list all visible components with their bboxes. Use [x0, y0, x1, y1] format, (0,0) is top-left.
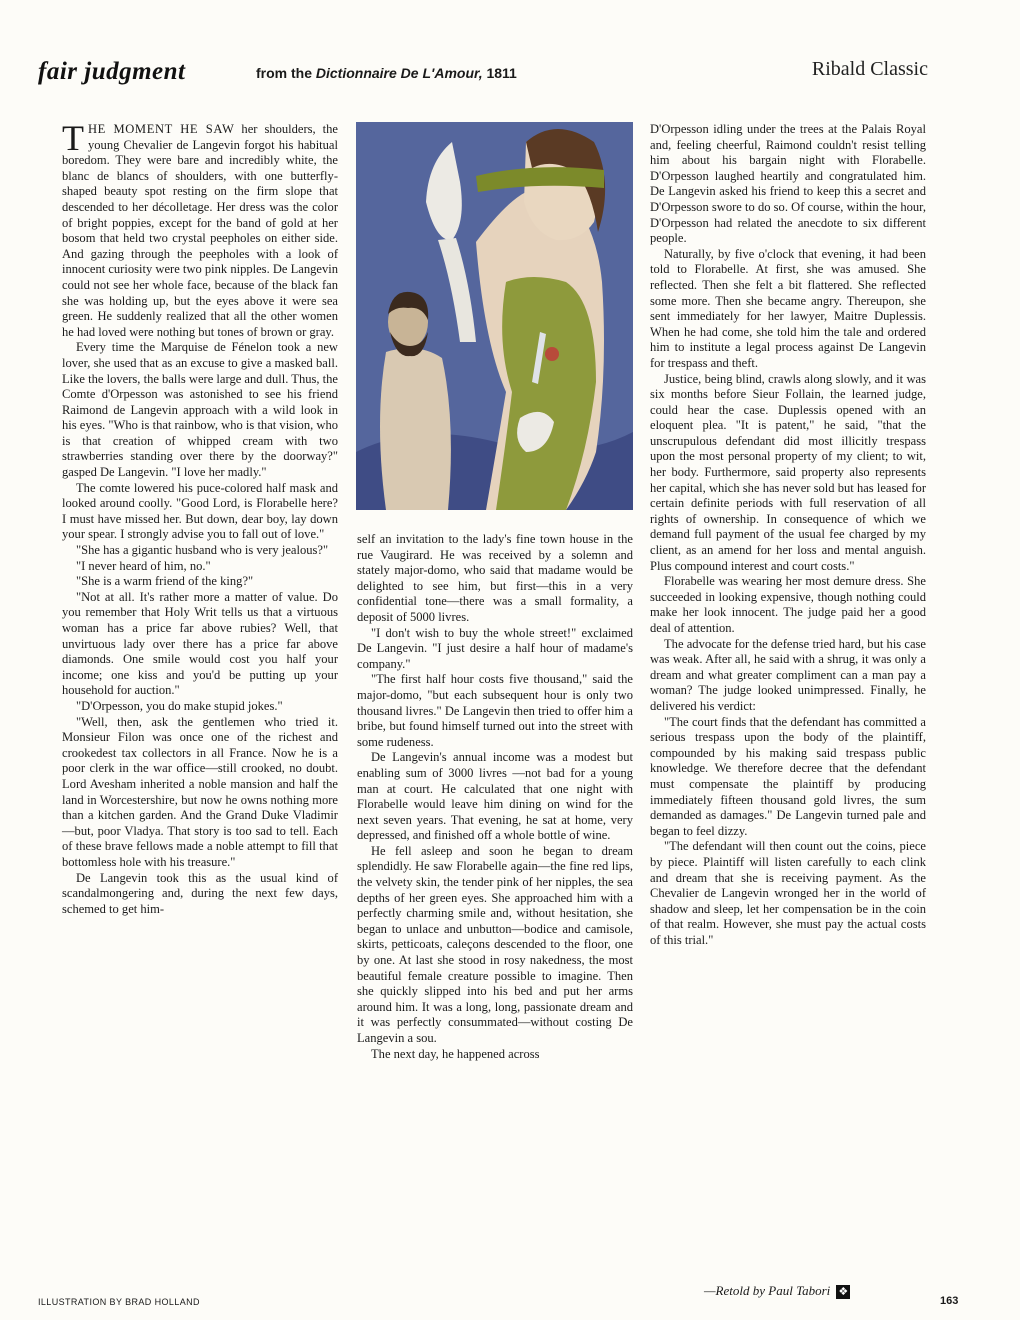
source-prefix: from the: [256, 65, 312, 81]
paragraph: "The defendant will then count out the coins, piece by piece. Plaintiff will listen carefully to each clink and dream that she is receiving payment. As the Chevalier de Langevin wronged her in the world of shadow and sleep, let her compensation be in the coin of that realm. However, she must pay the actual costs of this trial.": [650, 839, 926, 947]
column-2: [357, 532, 633, 1062]
paragraph: Florabelle was wearing her most demure dress. She succeeded in looking expensive, though nothing could make her look innocent. The judge paid her a good deal of attention.: [650, 574, 926, 635]
section-label: Ribald Classic: [811, 58, 928, 80]
paragraph: "The first half hour costs five thousand," said the major-domo, "but each subsequent hour is only two thousand livres." De Langevin then tried to offer him a bribe, but found himself turned out into the street with some rudeness.: [357, 672, 633, 749]
paragraph: The comte lowered his puce-colored half mask and looked around coolly. "Good Lord, is Florabelle here? I must have missed her. But down, dear boy, lay down your spear. I strongly advise you to fall out of love.": [62, 480, 338, 542]
paragraph: He fell asleep and soon he began to dream splendidly. He saw Florabelle again—the fine red lips, the velvety skin, the tender pink of her nipples, the sea depths of her green eyes. She approached him with a perfectly charming smile and, without hesitation, she began to unlace and unbutton—bodice and camisole, skirts, petticoats, caleçons descended to the floor, one by one. At last she stood in rosy nakedness, the most beautiful female creature possible to imagine. Then she quickly slipped into his bed and put her arms around him. It was a long, long, passionate dream and it was perfectly consummated—without costing De Langevin a sou.: [357, 843, 633, 1045]
illustration: [356, 122, 633, 510]
story-source: [256, 65, 517, 81]
paragraph: The advocate for the defense tried hard, but his case was weak. After all, he said with a shrug, it was only a dream and what greater compliment can a man pay a woman? The judge looked unimpressed. Finally, he delivered his verdict:: [650, 636, 926, 713]
drop-cap: T: [62, 118, 84, 158]
paragraph: self an invitation to the lady's fine town house in the rue Vaugirard. He was received by a solemn and stately major-domo, who said that madame would be delighted to see him, but first—this in a very confidential tone—there was a small formality, a deposit of 5000 livres.: [357, 532, 633, 624]
paragraph: "She is a warm friend of the king?": [76, 574, 254, 589]
man-figure: [380, 348, 451, 510]
source-book: Dictionnaire De L'Amour,: [315, 65, 483, 81]
byline: [704, 1283, 850, 1299]
illustration-credit: ILLUSTRATION BY BRAD HOLLAND: [38, 1297, 200, 1307]
paragraph: Every time the Marquise de Fénelon took a new lover, she used that as an excuse to give a masked ball. Like the lovers, the balls were large and dull. Thus, the Comte d'Orpesson was astonished to see his friend Raimond de Langevin approach with a wild look in his eyes. "Who is that rainbow, who is that vision, who is that creation of whipped cream with two strawberries standing over there by the doorway?" gasped De Langevin. "I love her madly.": [62, 340, 338, 480]
page-header: [38, 58, 928, 92]
column-1: [62, 118, 338, 917]
lead-in: HE MOMENT HE SAW: [88, 122, 235, 136]
byline-text: —Retold by Paul Tabori: [704, 1283, 831, 1298]
paragraph: "Well, then, ask the gentlemen who tried it. Monsieur Filon was once one of the richest and crookedest tax collectors in all France. Now he is a poor clerk in the war office—still crooked, no doubt. Lord Avesham inherited a noble mansion and half the land in Worcestershire, but now he owns nothing more than a kitchen garden. And the Grand Duke Vladimir—but, poor Vladya. That story is too sad to tell. Each of these brave fellows made a noble attempt to fill that bottomless hole with his treasure.": [62, 714, 338, 869]
paragraph: [62, 118, 338, 340]
paragraph: The next day, he happened across: [371, 1046, 540, 1061]
paragraph: "Not at all. It's rather more a matter of value. Do you remember that Holy Writ tells us that a virtuous woman has a price far above rubies? Well, that unvirtuous lady over there has a price far above diamonds. One smile would cost you half your income; one kiss and you'd be putting up your household for auction.": [62, 589, 338, 698]
paragraph: De Langevin took this as the usual kind of scandalmongering and, during the next few days, schemed to get him-: [62, 870, 338, 916]
paragraph: "I never heard of him, no.": [76, 558, 211, 573]
rose: [545, 347, 559, 361]
paragraph-text: her shoulders, the young Chevalier de Langevin forgot his habitual boredom. They were bare and incredibly white, the blanc de blancs of shoulders, with one butterfly-shaped beauty spot resting on the firm slope that descended to her décolletage. Her dress was the color of bright poppies, except for the band of gold at her bosom that held two crystal peepholes on either side. And gazing through the peepholes with a look of innocent curiosity were two pink nipples. De Langevin could not see her whole face, because of the black fan she was holding up, but the eyes above it were sea green. He suddenly realized that all the other women he had loved were nothing but tones of brown or gray.: [62, 122, 338, 339]
paragraph: D'Orpesson idling under the trees at the Palais Royal and, feeling cheerful, Raimond couldn't resist telling him about his bargain night with Florabelle. D'Orpesson laughed heartily and congratulated him. De Langevin asked his friend to keep this a secret and D'Orpesson swore to do so. Of course, within the hour, D'Orpesson had related the anecdote to six different people.: [650, 122, 926, 246]
paragraph: "I don't wish to buy the whole street!" exclaimed De Langevin. "I just desire a half hour of madame's company.": [357, 625, 633, 671]
paragraph: Naturally, by five o'clock that evening, it had been told to Florabelle. At first, she was amused. She reflected. Then she felt a bit flattered. She reflected some more. Then she became angry. Thereupon, she sent immediately for her lawyer, Maitre Duplessis. When he had come, she told him the tale and ordered him to institute a legal process against De Langevin for trespass and theft.: [650, 246, 926, 370]
paragraph: "She has a gigantic husband who is very jealous?": [76, 543, 329, 558]
paragraph: "The court finds that the defendant has committed a serious trespass upon the body of the plaintiff, compounded by his making said trespass public knowledge. We therefore decree that the defendant must compensate the plaintiff by producing immediately fifteen thousand gold livres, the sum demanded as damages." De Langevin turned pale and began to feel dizzy.: [650, 714, 926, 838]
story-title: fair judgment: [38, 58, 186, 85]
paragraph: Justice, being blind, crawls along slowly, and it was six months before Sieur Follain, the learned judge, could hear the case. Duplessis opened with an eloquent plea. "It is patent," he said, "that the unscrupulous defendant did most illicitly trespass upon the most personal property of my client; to wit, her body. Furthermore, said property also represents her capital, which she has never sold but has leased for certain definite periods with full reservation of all rights of ownership. In consequence of which we demand full payment of the usual fee charged by my client, as an amend for her loss and mental anguish. Plus compound interest and court costs.": [650, 371, 926, 573]
rabbit-logo-icon: ❖: [836, 1285, 850, 1299]
paragraph: De Langevin's annual income was a modest but enabling sum of 3000 livres —not bad for a young man at court. He calculated that one night with Florabelle would leave him dining on wind for the next seven years. That evening, he sat at home, very depressed, and finished off a whole bottle of wine.: [357, 750, 633, 843]
page-number: 163: [940, 1295, 959, 1307]
source-year: 1811: [486, 65, 517, 81]
paragraph: "D'Orpesson, you do make stupid jokes.": [76, 698, 283, 713]
column-3: [650, 122, 926, 948]
